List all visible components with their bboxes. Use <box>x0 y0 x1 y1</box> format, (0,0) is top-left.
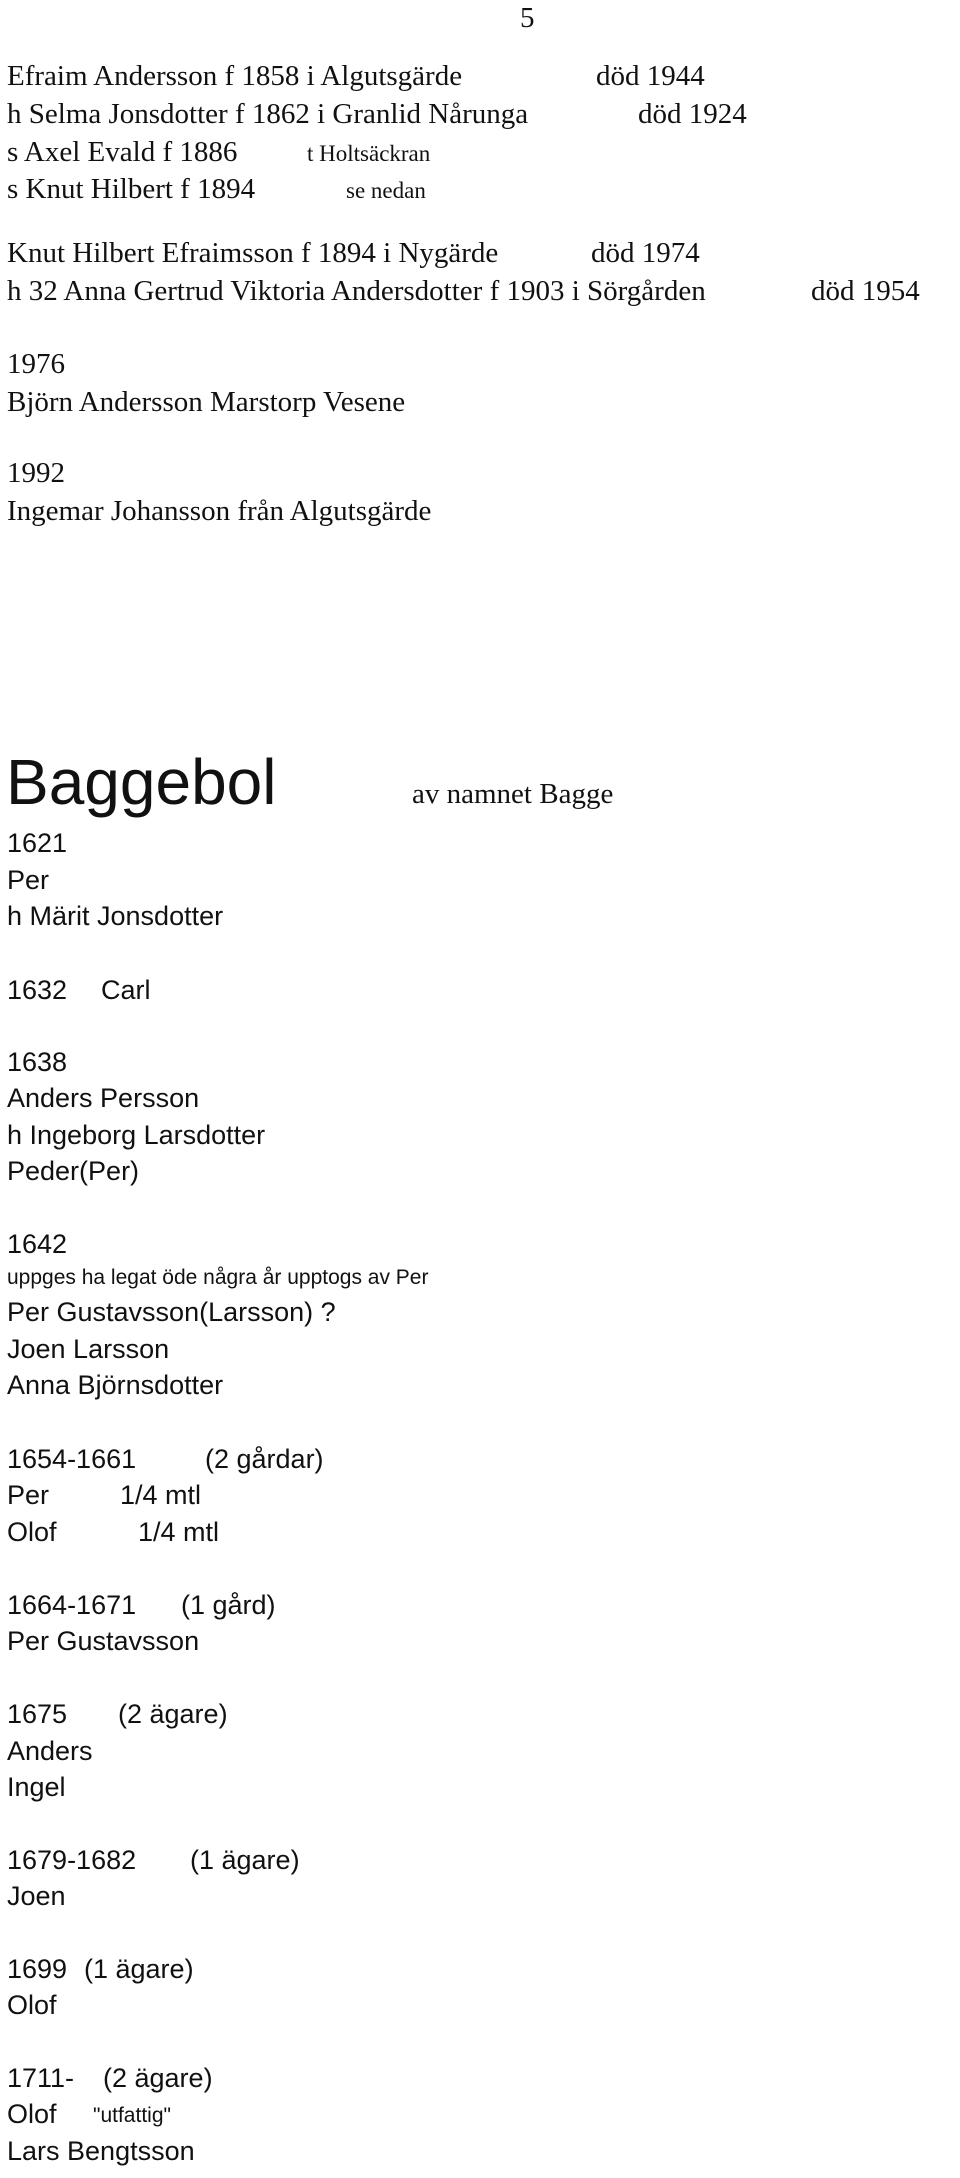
record-spouse: h Ingeborg Larsdotter <box>7 1120 266 1150</box>
family2-line2-death: död 1954 <box>811 275 920 307</box>
farm-origin: av namnet Bagge <box>412 778 614 810</box>
record-owner: Per <box>7 865 50 895</box>
record-note: (2 gårdar) <box>205 1444 324 1474</box>
family1-line2-death: död 1924 <box>638 98 747 130</box>
record-year: 1621 <box>7 828 68 858</box>
record-owner: Olof <box>7 1990 57 2020</box>
record-note: (1 gård) <box>181 1590 276 1620</box>
record-owner: Anders Persson <box>7 1083 200 1113</box>
record-note: (2 ägare) <box>118 1699 228 1729</box>
page-number: 5 <box>520 2 535 34</box>
owner-name: Björn Andersson Marstorp Vesene <box>7 386 406 418</box>
record-year: 1638 <box>7 1047 68 1077</box>
family1-line2: h Selma Jonsdotter f 1862 i Granlid Nårunga <box>7 98 529 130</box>
family1-line4-note: se nedan <box>346 178 426 203</box>
record-note: (2 ägare) <box>103 2063 213 2093</box>
record-owner: Per <box>7 1480 50 1510</box>
record-owner: Joen <box>7 1881 66 1911</box>
record-owner: Per Gustavsson <box>7 1626 200 1656</box>
family2-line2: h 32 Anna Gertrud Viktoria Andersdotter f 1903 i Sörgården <box>7 275 706 307</box>
owner-year: 1976 <box>7 348 65 380</box>
record-year: 1654-1661 <box>7 1444 137 1474</box>
record-owner: Joen Larsson <box>7 1334 170 1364</box>
record-note: uppges ha legat öde några år upptogs av Per <box>7 1266 429 1289</box>
family1-line3: s Axel Evald f 1886 <box>7 136 238 168</box>
record-share: 1/4 mtl <box>138 1517 220 1547</box>
record-year: 1711- <box>7 2063 75 2093</box>
record-note: (1 ägare) <box>84 1954 194 1984</box>
family1-line3-note: t Holtsäckran <box>307 141 431 166</box>
record-spouse: h Märit Jonsdotter <box>7 901 224 931</box>
family2-line1-death: död 1974 <box>591 237 700 269</box>
record-year: 1664-1671 <box>7 1590 137 1620</box>
family1-line1: Efraim Andersson f 1858 i Algutsgärde <box>7 60 463 92</box>
record-note: (1 ägare) <box>190 1845 300 1875</box>
record-owner: Anna Björnsdotter <box>7 1370 224 1400</box>
record-year: 1699 <box>7 1954 68 1984</box>
record-owner: Lars Bengtsson <box>7 2136 195 2166</box>
record-owner: Olof <box>7 1517 57 1547</box>
record-owner: Olof <box>7 2099 57 2129</box>
record-owner: Carl <box>101 975 151 1005</box>
record-owner: Per Gustavsson(Larsson) ? <box>7 1297 336 1327</box>
record-owner: Anders <box>7 1736 93 1766</box>
record-year: 1675 <box>7 1699 68 1729</box>
owner-year: 1992 <box>7 457 65 489</box>
owner-name: Ingemar Johansson från Algutsgärde <box>7 495 432 527</box>
record-child: Peder(Per) <box>7 1156 140 1186</box>
record-year: 1642 <box>7 1229 68 1259</box>
farm-title: Baggebol <box>6 746 277 818</box>
record-owner-note: "utfattig" <box>93 2104 171 2127</box>
record-owner: Ingel <box>7 1772 66 1802</box>
family2-line1: Knut Hilbert Efraimsson f 1894 i Nygärde <box>7 237 499 269</box>
record-year: 1679-1682 <box>7 1845 137 1875</box>
family1-line4: s Knut Hilbert f 1894 <box>7 173 256 205</box>
family1-line1-death: död 1944 <box>596 60 705 92</box>
record-share: 1/4 mtl <box>120 1480 202 1510</box>
record-year: 1632 <box>7 975 68 1005</box>
